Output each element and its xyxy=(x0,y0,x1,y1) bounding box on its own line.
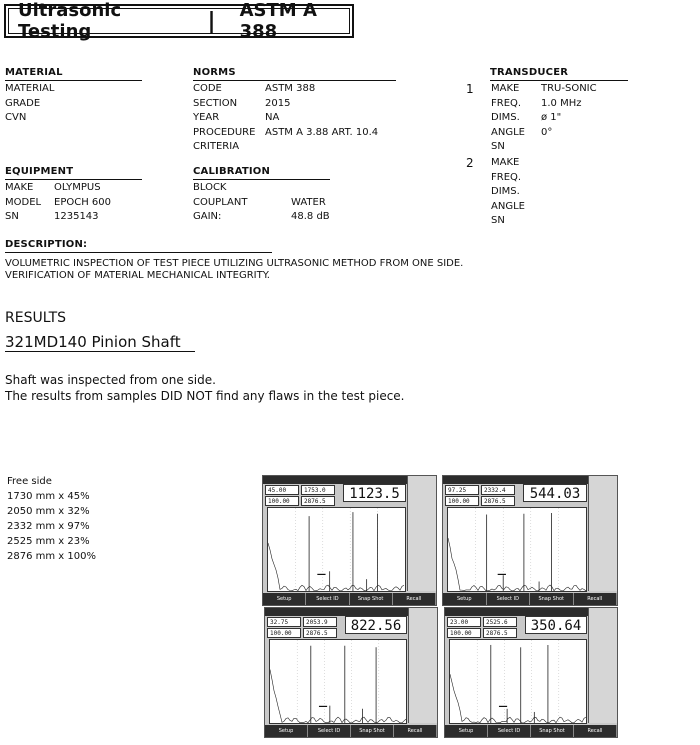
scope-reading: 350.64 xyxy=(525,616,587,634)
scope-softkey: Snap Shot xyxy=(351,725,394,737)
year-label: YEAR xyxy=(193,112,220,123)
calibration-labels xyxy=(193,181,247,225)
criteria-value: ASTM A 3.88 ART. 10.4 xyxy=(265,126,379,138)
scope-softkey: Recall xyxy=(393,593,436,605)
description-heading: DESCRIPTION: xyxy=(5,239,88,250)
scope-side-panel xyxy=(588,608,617,723)
block-label: BLOCK xyxy=(193,182,227,193)
t1-make-value: TRU-SONIC xyxy=(541,83,597,94)
scope-reading: 544.03 xyxy=(523,484,587,502)
scope-button-bar xyxy=(263,593,436,605)
equipment-labels xyxy=(5,181,41,225)
criteria-label: CRITERIA xyxy=(193,141,240,152)
gate-a-depth: 2053.9 xyxy=(303,617,337,627)
t2-sn-label: SN xyxy=(491,215,505,226)
t1-angle-label: ANGLE xyxy=(491,126,525,138)
scope-screen xyxy=(442,475,618,606)
readings-title: Free side xyxy=(7,476,52,487)
description-underline xyxy=(5,252,272,253)
a-scan-waveform xyxy=(270,640,406,723)
scope-screen xyxy=(444,607,618,738)
code-value: ASTM 388 xyxy=(265,83,316,94)
report-title: Ultrasonic Testing xyxy=(18,0,122,42)
transducer-1-labels xyxy=(491,82,525,155)
gain-label: GAIN: xyxy=(193,211,222,222)
norms-labels xyxy=(193,82,255,155)
material-heading: MATERIAL xyxy=(5,67,63,78)
scope-button-bar xyxy=(445,725,617,737)
material-underline xyxy=(5,80,142,81)
t2-make-label: MAKE xyxy=(491,157,520,168)
calibration-underline xyxy=(193,179,330,180)
equipment-underline xyxy=(5,179,142,180)
scope-softkey: Snap Shot xyxy=(530,593,574,605)
couplant-label: COUPLANT xyxy=(193,196,248,208)
t1-freq-value: 1.0 MHz xyxy=(541,97,582,109)
a-scan-waveform xyxy=(448,508,586,591)
report-standard: ASTM A 388 xyxy=(239,0,317,42)
scope-side-panel xyxy=(408,608,437,723)
part-name: 321MD140 Pinion Shaft xyxy=(5,333,181,351)
norms-underline xyxy=(193,80,396,81)
t2-angle-label: ANGLE xyxy=(491,200,525,212)
scope-side-panel xyxy=(407,476,436,591)
scope-softkey: Select ID xyxy=(308,725,351,737)
scope-button-bar xyxy=(443,593,617,605)
gate-b-amplitude: 100.00 xyxy=(447,628,481,638)
reading-item: 2050 mm x 32% xyxy=(7,506,90,517)
equip-sn-value: 1235143 xyxy=(54,211,99,222)
a-scan-plot xyxy=(267,507,406,592)
cvn-label: CVN xyxy=(5,112,27,123)
t2-freq-label: FREQ. xyxy=(491,171,522,183)
t1-dims-label: DIMS. xyxy=(491,112,520,123)
scope-reading: 822.56 xyxy=(345,616,407,634)
reading-item: 2332 mm x 97% xyxy=(7,521,90,532)
couplant-value: WATER xyxy=(291,196,326,208)
code-label: CODE xyxy=(193,83,222,94)
gate-a-amplitude: 45.00 xyxy=(265,485,299,495)
equip-make-value: OLYMPUS xyxy=(54,182,101,193)
t1-angle-value: 0° xyxy=(541,126,553,138)
t1-freq-label: FREQ. xyxy=(491,97,522,109)
gate-b-depth: 2876.5 xyxy=(303,628,337,638)
scope-softkey: Recall xyxy=(574,725,617,737)
section-label: SECTION xyxy=(193,97,238,109)
scope-softkey: Select ID xyxy=(488,725,531,737)
gate-b-amplitude: 100.00 xyxy=(445,496,479,506)
scope-softkey: Setup xyxy=(265,725,308,737)
description-line-1: VOLUMETRIC INSPECTION OF TEST PIECE UTILIZING ULTRASONIC METHOD FROM ONE SIDE. xyxy=(5,258,464,269)
t1-make-label: MAKE xyxy=(491,83,520,94)
transducer-1-values xyxy=(541,82,597,140)
scope-reading: 1123.5 xyxy=(343,484,406,502)
equip-model-value: EPOCH 600 xyxy=(54,196,111,208)
gate-a-amplitude: 23.00 xyxy=(447,617,481,627)
transducer-heading: TRANSDUCER xyxy=(490,67,569,78)
material-label: MATERIAL xyxy=(5,83,55,94)
transducer-underline xyxy=(490,80,628,81)
equip-model-label: MODEL xyxy=(5,196,42,208)
scope-button-bar xyxy=(265,725,437,737)
a-scan-waveform xyxy=(268,508,405,591)
gate-b-depth: 2876.5 xyxy=(301,496,335,506)
a-scan-plot xyxy=(449,639,587,724)
gate-a-depth: 2525.6 xyxy=(483,617,517,627)
a-scan-plot xyxy=(269,639,407,724)
norms-values xyxy=(265,82,378,140)
gate-a-depth: 2332.4 xyxy=(481,485,515,495)
scope-softkey: Recall xyxy=(574,593,618,605)
results-heading: RESULTS xyxy=(5,310,67,326)
report-title-box xyxy=(4,0,354,42)
procedure-value: NA xyxy=(265,112,280,123)
calibration-values xyxy=(291,196,330,225)
title-separator: | xyxy=(207,8,216,34)
gate-a-amplitude: 97.25 xyxy=(445,485,479,495)
t1-dims-value: ø 1" xyxy=(541,112,562,123)
calibration-heading: CALIBRATION xyxy=(193,166,271,177)
gate-b-depth: 2876.5 xyxy=(483,628,517,638)
gate-a-amplitude: 32.75 xyxy=(267,617,301,627)
scope-softkey: Snap Shot xyxy=(350,593,393,605)
grade-label: GRADE xyxy=(5,97,41,109)
year-value: 2015 xyxy=(265,97,291,109)
scope-softkey: Setup xyxy=(445,725,488,737)
gate-a-depth: 1753.0 xyxy=(301,485,335,495)
scope-softkey: Select ID xyxy=(306,593,349,605)
reading-item: 2876 mm x 100% xyxy=(7,551,96,562)
gate-b-amplitude: 100.00 xyxy=(267,628,301,638)
scope-screen xyxy=(262,475,437,606)
gate-b-depth: 2876.5 xyxy=(481,496,515,506)
a-scan-waveform xyxy=(450,640,586,723)
transducer-2-labels xyxy=(491,156,525,229)
scope-softkey: Snap Shot xyxy=(531,725,574,737)
scope-screen xyxy=(264,607,438,738)
a-scan-plot xyxy=(447,507,587,592)
results-line-2: The results from samples DID NOT find any flaws in the test piece. xyxy=(5,389,405,403)
description-line-2: VERIFICATION OF MATERIAL MECHANICAL INTEGRITY. xyxy=(5,270,270,281)
equip-sn-label: SN xyxy=(5,211,19,222)
gate-b-amplitude: 100.00 xyxy=(265,496,299,506)
equipment-values xyxy=(54,181,111,225)
scope-softkey: Select ID xyxy=(487,593,531,605)
part-underline xyxy=(5,351,195,352)
norms-heading: NORMS xyxy=(193,67,236,78)
t1-sn-label: SN xyxy=(491,141,505,152)
scope-softkey: Setup xyxy=(443,593,487,605)
t2-dims-label: DIMS. xyxy=(491,186,520,197)
scope-side-panel xyxy=(588,476,617,591)
results-line-1: Shaft was inspected from one side. xyxy=(5,373,216,387)
equipment-heading: EQUIPMENT xyxy=(5,166,74,177)
scope-softkey: Recall xyxy=(394,725,437,737)
reading-item: 2525 mm x 23% xyxy=(7,536,90,547)
material-section xyxy=(5,82,54,126)
readings-list xyxy=(7,474,96,564)
reading-item: 1730 mm x 45% xyxy=(7,491,90,502)
scope-softkey: Setup xyxy=(263,593,306,605)
transducer-1-number: 1 xyxy=(466,82,474,96)
transducer-2-number: 2 xyxy=(466,156,474,170)
equip-make-label: MAKE xyxy=(5,182,34,193)
procedure-label: PROCEDURE xyxy=(193,126,256,138)
gain-value: 48.8 dB xyxy=(291,211,330,222)
